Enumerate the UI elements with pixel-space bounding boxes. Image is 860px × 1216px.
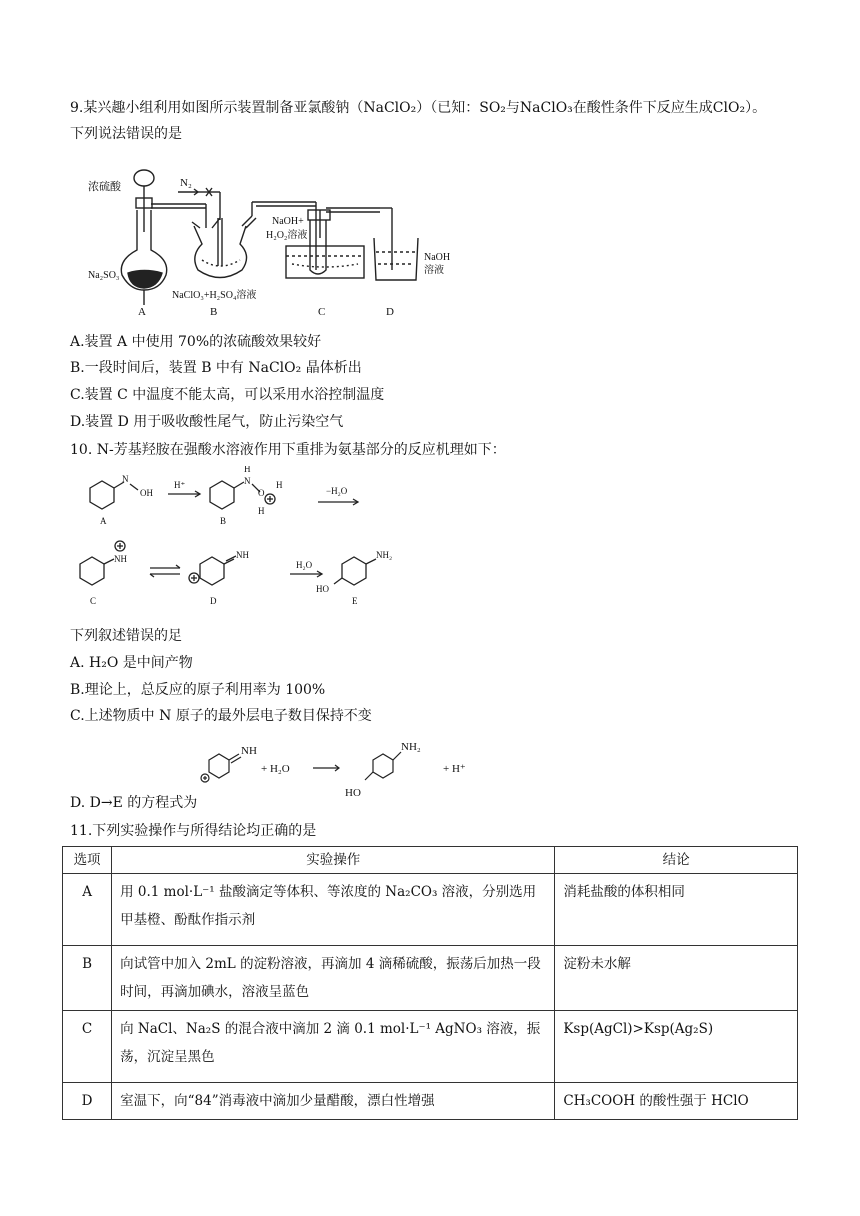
label-d-solution-1: NaOH bbox=[424, 252, 451, 263]
mech-d-nh: NH bbox=[236, 550, 249, 560]
mech-label-d: D bbox=[210, 596, 217, 606]
row-conclusion: CH₃COOH 的酸性强于 HClO bbox=[555, 1083, 798, 1120]
mech-b-h2: H bbox=[276, 480, 283, 490]
mech-h-plus: H⁺ bbox=[174, 480, 186, 490]
q10-mechanism-figure bbox=[70, 466, 490, 616]
row-operation: 向 NaCl、Na₂S 的混合液中滴加 2 滴 0.1 mol·L⁻¹ AgNO₃ 溶液，振荡，沉淀呈黑色 bbox=[112, 1011, 555, 1083]
mech-e-nh2: NH₂ bbox=[376, 550, 393, 560]
row-operation: 向试管中加入 2mL 的淀粉溶液，再滴加 4 滴稀硫酸，振荡后加热一段时间，再滴加碘水，溶液呈蓝色 bbox=[112, 946, 555, 1011]
mech-minus-water: −H₂O bbox=[326, 486, 348, 496]
label-a: A bbox=[138, 306, 146, 318]
eq-nh2: NH₂ bbox=[401, 741, 421, 753]
eq-plus-water: + H₂O bbox=[261, 763, 290, 775]
mech-water: H₂O bbox=[296, 560, 313, 570]
label-b-solution: NaClO₃+H₂SO₄溶液 bbox=[172, 290, 257, 301]
mech-b-h: H bbox=[244, 466, 251, 474]
row-option: D bbox=[63, 1083, 112, 1120]
eq-ho: HO bbox=[345, 787, 361, 799]
mech-c-nh: NH bbox=[114, 554, 127, 564]
label-c-solution-1: NaOH+ bbox=[272, 216, 304, 227]
row-option: C bbox=[63, 1011, 112, 1083]
header-conclusion: 结论 bbox=[555, 847, 798, 874]
mech-label-a: A bbox=[100, 516, 107, 526]
label-n2: N₂ bbox=[180, 177, 192, 189]
label-d-solution-2: 溶液 bbox=[424, 265, 444, 276]
q9-option-b: B.一段时间后，装置 B 中有 NaClO₂ 晶体析出 bbox=[70, 360, 362, 376]
label-c: C bbox=[318, 306, 326, 318]
mech-a-oh: OH bbox=[140, 488, 153, 498]
q9-option-c: C.装置 C 中温度不能太高，可以采用水浴控制温度 bbox=[70, 387, 385, 403]
table-header-row bbox=[63, 847, 798, 874]
q9-option-a: A.装置 A 中使用 70%的浓硫酸效果较好 bbox=[70, 334, 322, 350]
row-conclusion: 消耗盐酸的体积相同 bbox=[555, 874, 798, 946]
label-acid: 浓硫酸 bbox=[88, 181, 121, 193]
header-operation: 实验操作 bbox=[112, 847, 555, 874]
mech-label-e: E bbox=[352, 596, 358, 606]
label-b: B bbox=[210, 306, 218, 318]
q10-question: 下列叙述错误的足 bbox=[70, 628, 182, 644]
mech-label-b: B bbox=[220, 516, 227, 526]
q11-table bbox=[62, 846, 798, 1120]
label-na2so3: Na₂SO₃ bbox=[88, 270, 120, 281]
eq-nh: NH bbox=[241, 745, 257, 757]
mech-b-n: N bbox=[244, 476, 251, 486]
header-option: 选项 bbox=[63, 847, 112, 874]
eq-plus-h: + H⁺ bbox=[443, 763, 466, 775]
table-row bbox=[63, 1011, 798, 1083]
q9-stem-line2: 下列说法错误的是 bbox=[70, 126, 182, 142]
q10-option-d: D. D→E 的方程式为 bbox=[70, 795, 198, 811]
table-row bbox=[63, 946, 798, 1011]
table-row bbox=[63, 1083, 798, 1120]
mech-b-h3: H bbox=[258, 506, 265, 516]
row-option: B bbox=[63, 946, 112, 1011]
q10-option-c: C.上述物质中 N 原子的最外层电子数目保持不变 bbox=[70, 708, 372, 724]
mech-label-c: C bbox=[90, 596, 97, 606]
mech-a-n: N bbox=[122, 474, 129, 484]
q11-stem: 11.下列实验操作与所得结论均正确的是 bbox=[70, 823, 317, 839]
row-operation: 室温下，向“84”消毒液中滴加少量醋酸，漂白性增强 bbox=[112, 1083, 555, 1120]
row-operation: 用 0.1 mol·L⁻¹ 盐酸滴定等体积、等浓度的 Na₂CO₃ 溶液，分别选用甲基橙、酚酞作指示剂 bbox=[112, 874, 555, 946]
q9-apparatus-figure bbox=[80, 160, 460, 320]
q10-option-a: A. H₂O 是中间产物 bbox=[70, 655, 193, 671]
row-option: A bbox=[63, 874, 112, 946]
label-d: D bbox=[386, 306, 394, 318]
q10-option-b: B.理论上，总反应的原子利用率为 100% bbox=[70, 682, 326, 698]
q10-equation-figure bbox=[195, 738, 485, 804]
q9-stem-line1: 9.某兴趣小组利用如图所示装置制备亚氯酸钠（NaClO₂）（已知：SO₂与NaClO₃在酸性条件下反应生成ClO₂）。 bbox=[70, 100, 767, 116]
row-conclusion: Ksp(AgCl)>Ksp(Ag₂S) bbox=[555, 1011, 798, 1083]
row-conclusion: 淀粉未水解 bbox=[555, 946, 798, 1011]
q10-stem: 10. N-芳基羟胺在强酸水溶液作用下重排为氨基部分的反应机理如下： bbox=[70, 442, 506, 458]
label-c-solution-2: H₂O₂溶液 bbox=[266, 230, 308, 241]
q9-option-d: D.装置 D 用于吸收酸性尾气，防止污染空气 bbox=[70, 414, 344, 430]
table-row bbox=[63, 874, 798, 946]
mech-b-o: O bbox=[258, 488, 265, 498]
mech-e-ho: HO bbox=[316, 584, 329, 594]
